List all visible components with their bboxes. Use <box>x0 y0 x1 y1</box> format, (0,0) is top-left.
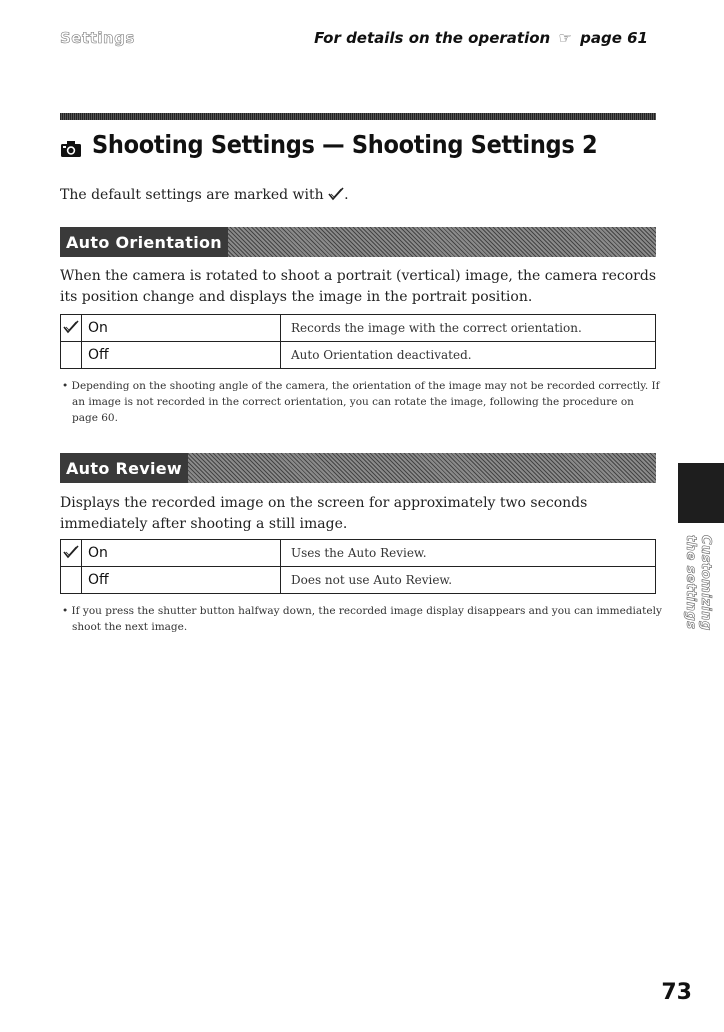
default-marker-cell <box>61 567 82 594</box>
table-row <box>61 540 656 567</box>
table-row <box>61 315 656 342</box>
option-name: On <box>82 540 281 567</box>
intro-text-after: . <box>344 187 349 203</box>
checkmark-icon <box>63 544 79 563</box>
reference-pointer-icon: ☞ <box>558 29 572 47</box>
section-note-text: If you press the shutter button halfway down, the recorded image display disappears and you can immediately shoot the next image. <box>71 605 662 633</box>
option-description: Records the image with the correct orientation. <box>281 315 656 342</box>
chapter-tab-label: Customizing the settings <box>683 535 713 631</box>
default-marker-cell <box>61 540 82 567</box>
table-row <box>61 342 656 369</box>
checkmark-icon <box>63 319 79 338</box>
option-name: Off <box>82 567 281 594</box>
header-page-reference <box>314 29 648 47</box>
intro-text-before: The default settings are marked with <box>60 187 324 203</box>
default-marker-cell <box>61 342 82 369</box>
section-header-auto-review <box>60 453 656 483</box>
section-title: Auto Review <box>60 453 188 483</box>
chapter-tab-marker <box>678 463 724 523</box>
checkmark-icon <box>328 187 344 205</box>
default-marker-cell <box>61 315 82 342</box>
section-description: Displays the recorded image on the screen for approximately two seconds immediately after shooting a still image. <box>60 495 588 532</box>
section-title: Auto Orientation <box>60 227 228 257</box>
page-title <box>60 124 660 164</box>
option-description: Does not use Auto Review. <box>281 567 656 594</box>
options-table-auto-orientation <box>60 314 656 369</box>
header-reference-prefix: For details on the operation <box>314 29 551 47</box>
header-section-label: Settings <box>60 29 135 47</box>
options-table-auto-review <box>60 539 656 594</box>
option-name: On <box>82 315 281 342</box>
section-note: • Depending on the shooting angle of the camera, the orientation of the image may not be recorded correctly. If an image is not recorded in the correct orientation, you can rotate the image, following the procedure on page 60. <box>62 380 660 424</box>
table-row <box>61 567 656 594</box>
option-description: Auto Orientation deactivated. <box>281 342 656 369</box>
title-rule <box>60 113 656 120</box>
page-title-text: Shooting Settings — Shooting Settings 2 <box>92 129 598 159</box>
header-reference-page: page 61 <box>580 29 648 47</box>
section-note-text: Depending on the shooting angle of the camera, the orientation of the image may not be recorded correctly. If an image is not recorded in the correct orientation, you can rotate the image, following the procedure on page 60. <box>71 380 660 424</box>
section-note: • If you press the shutter button halfway down, the recorded image display disappears and you can immediately shoot the next image. <box>62 605 662 633</box>
section-header-auto-orientation <box>60 227 656 257</box>
intro-text <box>60 187 349 205</box>
option-description: Uses the Auto Review. <box>281 540 656 567</box>
camera-icon <box>60 135 82 153</box>
option-name: Off <box>82 342 281 369</box>
page-number: 73 <box>661 980 692 1005</box>
section-description: When the camera is rotated to shoot a portrait (vertical) image, the camera records its position change and displays the image in the portrait position. <box>60 268 657 305</box>
